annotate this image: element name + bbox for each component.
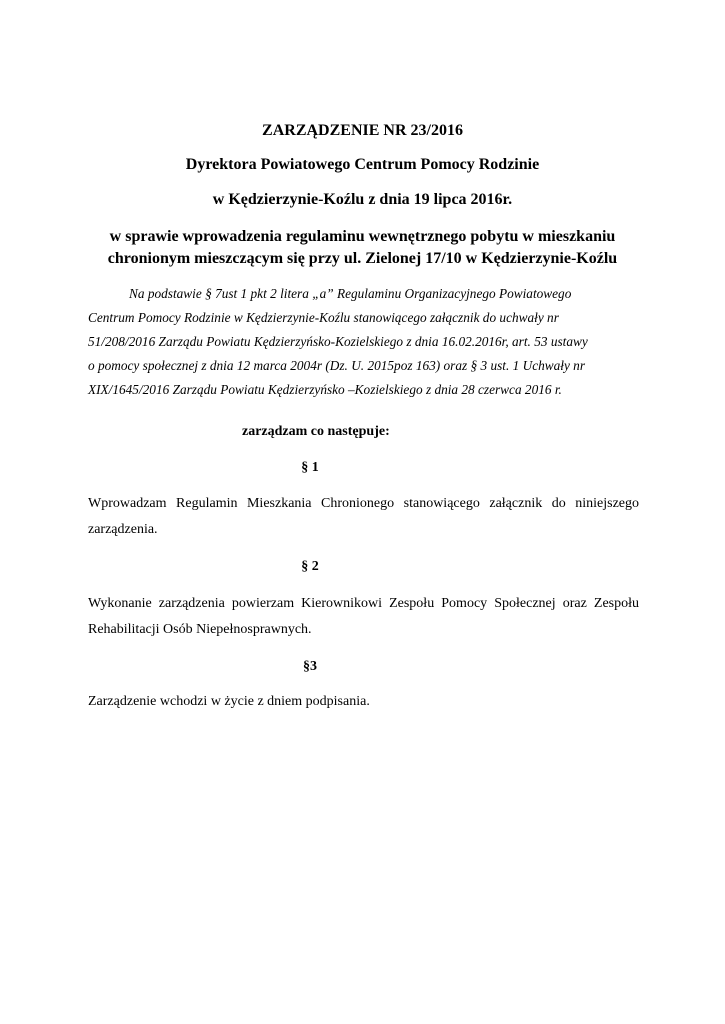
- paragraph-3-text: [88, 689, 639, 715]
- document-subject: [60, 226, 665, 270]
- legal-basis-line: o pomocy społecznej z dnia 12 marca 2004r (Dz. U. 2015poz 163) oraz § 3 ust. 1 Uchwały nr: [88, 358, 586, 373]
- legal-basis-line: XIX/1645/2016 Zarządu Powiatu Kędzierzyńsko –Kozielskiego z dnia 28 czerwca 2016 r.: [88, 382, 562, 397]
- legal-basis-line: Na podstawie § 7ust 1 pkt 2 litera „a” Regulaminu Organizacyjnego Powiatowego: [129, 286, 572, 301]
- document-title: ZARZĄDZENIE NR 23/2016: [262, 122, 463, 139]
- document-place-date: w Kędzierzynie-Koźlu z dnia 19 lipca 2016r.: [212, 191, 513, 208]
- document-subject-line-2: chronionym mieszczącym się przy ul. Zielonej 17/10 w Kędzierzynie-Koźlu: [107, 250, 618, 267]
- paragraph-1-heading: § 1: [301, 460, 319, 475]
- paragraph-line: zarządzenia.: [88, 522, 158, 537]
- paragraph-line: Zarządzenie wchodzi w życie z dniem podpisania.: [88, 694, 370, 709]
- paragraph-2-heading: § 2: [301, 559, 319, 574]
- document-issuer: Dyrektora Powiatowego Centrum Pomocy Rodzinie: [185, 156, 540, 173]
- paragraph-1-text: [88, 491, 639, 543]
- legal-basis-line: 51/208/2016 Zarządu Powiatu Kędzierzyńsko-Kozielskiego z dnia 16.02.2016r, art. 53 ustawy: [88, 334, 588, 349]
- paragraph-2-text: [88, 591, 639, 643]
- legal-basis: [88, 282, 643, 402]
- legal-basis-line: Centrum Pomocy Rodzinie w Kędzierzynie-Koźlu stanowiącego załącznik do uchwały nr: [88, 310, 559, 325]
- paragraph-line: Wykonanie zarządzenia powierzam Kierownikowi Zespołu Pomocy Społecznej oraz Zespołu: [88, 596, 639, 611]
- paragraph-3-heading: §3: [303, 659, 317, 674]
- paragraph-line: Wprowadzam Regulamin Mieszkania Chronionego stanowiącego załącznik do niniejszego: [88, 496, 639, 511]
- decree-intro: zarządzam co następuje:: [242, 424, 390, 439]
- document-subject-line-1: w sprawie wprowadzenia regulaminu wewnętrznego pobytu w mieszkaniu: [109, 228, 616, 245]
- paragraph-line: Rehabilitacji Osób Niepełnosprawnych.: [88, 622, 312, 637]
